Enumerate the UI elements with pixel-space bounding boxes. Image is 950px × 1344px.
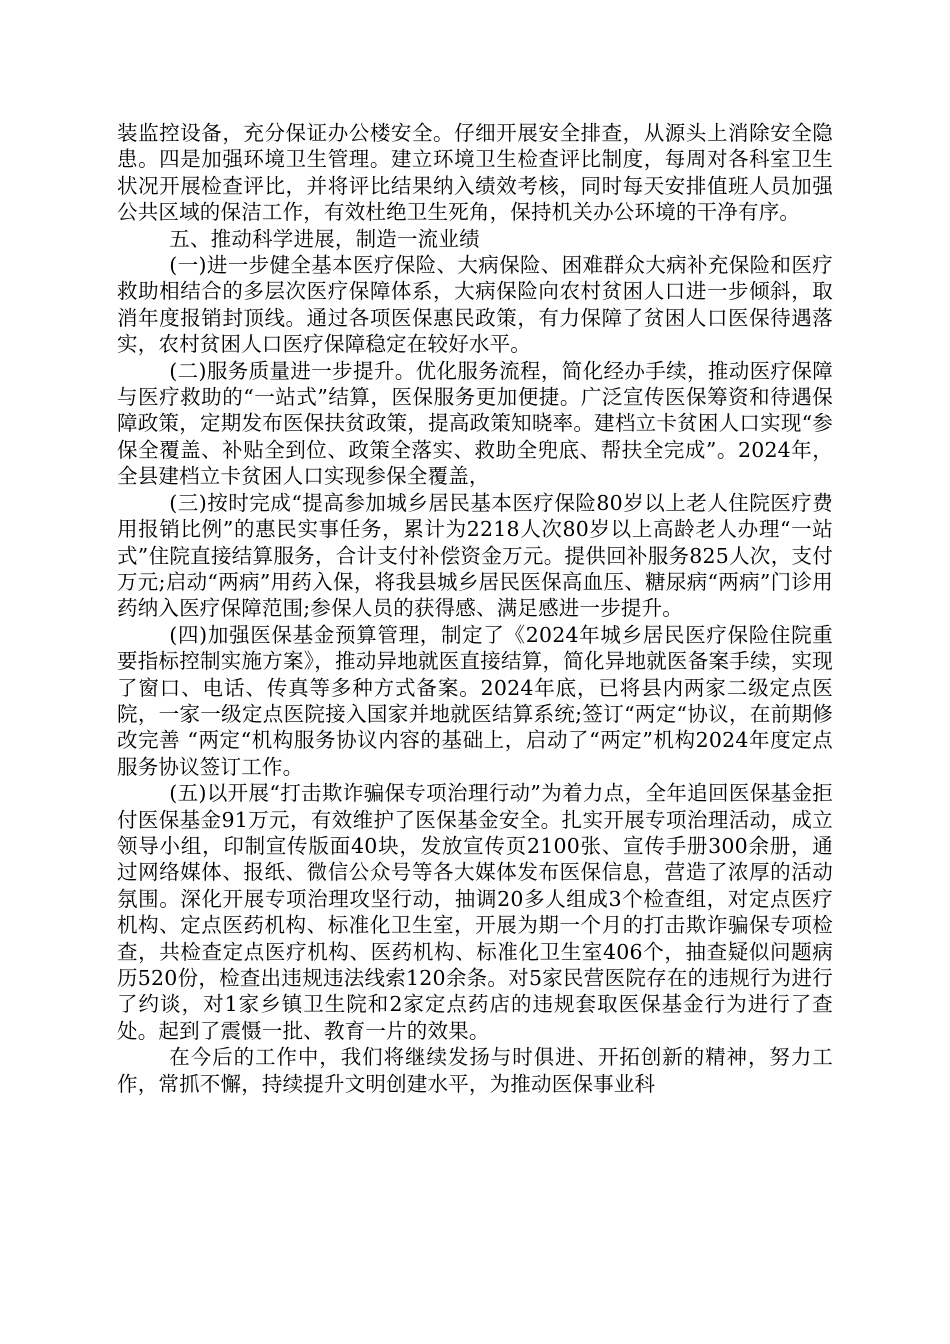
section-heading-five: 五、推动科学进展，制造一流业绩	[169, 226, 480, 251]
document-body	[117, 120, 833, 1097]
paragraph-item-three: (三)按时完成“提高参加城乡居民基本医疗保险80岁以上老人住院医疗费用报销比例”的惠民实事任务，累计为2218人次80岁以上高龄老人办理“一站式”住院直接结算服务，合计支付补偿资金万元。提供回补服务825人次，支付万元;启动“两病”用药入保，将我县城乡居民医保高血压、糖尿病“两病”门诊用药纳入医疗保障范围;参保人员的获得感、满足感进一步提升。	[117, 490, 833, 621]
paragraph-item-four: (四)加强医保基金预算管理，制定了《2024年城乡居民医疗保险住院重要指标控制实施方案》，推动异地就医直接结算，简化异地就医备案手续，实现了窗口、电话、传真等多种方式备案。2024年底，已将县内两家二级定点医院，一家一级定点医院接入国家并地就医结算系统;签订“两定“协议，在前期修改完善 “两定“机构服务协议内容的基础上，启动了“两定”机构2024年度定点服务协议签订工作。	[117, 622, 833, 779]
paragraph-future-work: 在今后的工作中，我们将继续发扬与时俱进、开拓创新的精神，努力工作，常抓不懈，持续提升文明创建水平，为推动医保事业科	[117, 1045, 833, 1096]
paragraph-security-hygiene: 装监控设备，充分保证办公楼安全。仔细开展安全排查，从源头上消除安全隐患。四是加强环境卫生管理。建立环境卫生检查评比制度，每周对各科室卫生状况开展检查评比，并将评比结果纳入绩效考核，同时每天安排值班人员加强公共区域的保洁工作，有效杜绝卫生死角，保持机关办公环境的干净有序。	[117, 121, 833, 225]
paragraph-item-one: (一)进一步健全基本医疗保险、大病保险、困难群众大病补充保险和医疗救助相结合的多层次医疗保障体系，大病保险向农村贫困人口进一步倾斜，取消年度报销封顶线。通过各项医保惠民政策，有力保障了贫困人口医保待遇落实，农村贫困人口医疗保障稳定在较好水平。	[117, 253, 833, 357]
paragraph-item-five: (五)以开展“打击欺诈骗保专项治理行动”为着力点，全年追回医保基金拒付医保基金91万元，有效维护了医保基金安全。扎实开展专项治理活动，成立领导小组，印制宣传版面40块，发放宣传页2100张、宣传手册300余册，通过网络媒体、报纸、微信公众号等各大媒体发布医保信息，营造了浓厚的活动氛围。深化开展专项治理攻坚行动，抽调20多人组成3个检查组，对定点医疗机构、定点医药机构、标准化卫生室，开展为期一个月的打击欺诈骗保专项检查，共检查定点医疗机构、医药机构、标准化卫生室406个，抽查疑似问题病历520份，检查出违规违法线索120余条。对5家民营医院存在的违规行为进行了约谈，对1家乡镇卫生院和2家定点药店的违规套取医保基金行为进行了查处。起到了震慑一批、教育一片的效果。	[117, 781, 833, 1043]
paragraph-item-two: (二)服务质量进一步提升。优化服务流程，简化经办手续，推动医疗保障与医疗救助的“一站式”结算，医保服务更加便捷。广泛宣传医保筹资和待遇保障政策，定期发布医保扶贫政策，提高政策知晓率。建档立卡贫困人口实现“参保全覆盖、补贴全到位、政策全落实、救助全兜底、帮扶全完成”。2024年，全县建档立卡贫困人口实现参保全覆盖，	[117, 358, 833, 489]
